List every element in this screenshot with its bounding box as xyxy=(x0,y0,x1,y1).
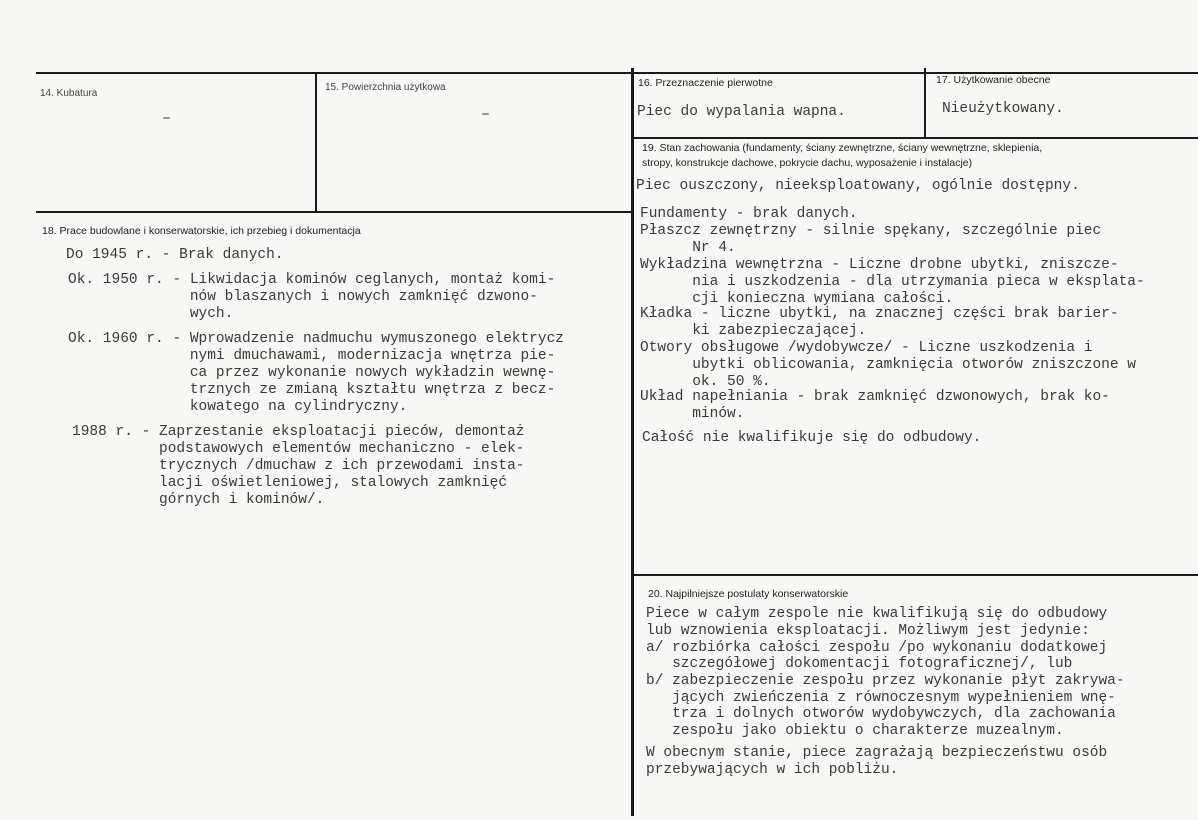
box18-line: lacji oświetleniowej, stalowych zamknięć xyxy=(72,475,508,491)
box19-line: Fundamenty - brak danych. xyxy=(640,206,858,222)
box18-line: wych. xyxy=(68,306,234,322)
box20-line: a/ rozbiórka całości zespołu /po wykonaniu dodatkowej xyxy=(646,640,1108,656)
box18-line: górnych i kominów/. xyxy=(72,492,325,508)
box17-value: Nieużytkowany. xyxy=(942,101,1064,117)
box20-line: przebywających w ich pobliżu. xyxy=(646,762,899,778)
box20-line: b/ zabezpieczenie zespołu przez wykonanie płyt zakrywa- xyxy=(646,673,1125,689)
box19-line: Wykładzina wewnętrzna - Liczne drobne ubytki, zniszcze- xyxy=(640,257,1119,273)
box19-line: Nr 4. xyxy=(640,240,736,256)
box20-line: W obecnym stanie, piece zagrażają bezpieczeństwu osób xyxy=(646,745,1108,761)
box18-line: kowatego na cylindryczny. xyxy=(68,399,408,415)
box17-label: 17. Użytkowanie obecne xyxy=(936,74,1051,86)
box19-label: 19. Stan zachowania (fundamenty, ściany zewnętrzne, ściany wewnętrzne, sklepienia, xyxy=(642,142,1043,154)
box18-line: nów blaszanych i nowych zamknięć dzwono- xyxy=(68,289,538,305)
box14-value: – xyxy=(162,110,172,127)
divider-16-17 xyxy=(924,68,926,138)
box18-line: Ok. 1950 r. - Likwidacja kominów ceglanych, montaż komi- xyxy=(68,272,556,288)
rule-above-20 xyxy=(632,574,1198,576)
box19-line: Układ napełniania - brak zamknięć dzwonowych, brak ko- xyxy=(640,389,1110,405)
box16-value: Piec do wypalania wapna. xyxy=(637,104,846,120)
box20-line: trza i dolnych otworów wydobywczych, dla zachowania xyxy=(646,706,1116,722)
box19-line: cji konieczna wymiana całości. xyxy=(640,291,954,307)
rule-under-16-17 xyxy=(632,137,1198,139)
box18-label: 18. Prace budowlane i konserwatorskie, ich przebieg i dokumentacja xyxy=(42,225,361,237)
box18-line: podstawowych elementów mechaniczno - elek- xyxy=(72,441,525,457)
box20-line: szczegółowej dokomentacji fotograficznej/, lub xyxy=(646,656,1073,672)
box19-line: ok. 50 %. xyxy=(640,374,771,390)
box19-line: nia i uszkodzenia - dla utrzymania pieca w eksplata- xyxy=(640,274,1145,290)
box16-label: 16. Przeznaczenie pierwotne xyxy=(638,77,773,89)
box19-line: Całość nie kwalifikuje się do odbudowy. xyxy=(642,430,982,446)
box19-label-cont: stropy, konstrukcje dachowe, pokrycie dachu, wyposażenie i instalacje) xyxy=(642,157,973,169)
box18-line: trycznych /dmuchaw z ich przewodami insta- xyxy=(72,458,525,474)
box18-line: Do 1945 r. - Brak danych. xyxy=(66,247,284,263)
box14-label: 14. Kubatura xyxy=(40,88,98,99)
box18-line: Ok. 1960 r. - Wprowadzenie nadmuchu wymuszonego elektrycz xyxy=(68,331,564,347)
divider-14-15 xyxy=(315,72,317,212)
box15-label: 15. Powierzchnia użytkowa xyxy=(325,82,446,93)
box15-value: – xyxy=(481,106,491,123)
box19-line: Piec ouszczony, nieeksploatowany, ogólnie dostępny. xyxy=(636,178,1080,194)
box19-line: Płaszcz zewnętrzny - silnie spękany, szczególnie piec xyxy=(640,223,1102,239)
box20-line: zespołu jako obiektu o charakterze muzealnym. xyxy=(646,723,1064,739)
box20-line: Piece w całym zespole nie kwalifikują się do odbudowy xyxy=(646,606,1108,622)
box18-line: ca przez wykonanie nowych wykładzin wewnę- xyxy=(68,365,556,381)
rule-above-18 xyxy=(36,211,633,213)
box19-line: ubytki oblicowania, zamknięcia otworów zniszczone w xyxy=(640,357,1136,373)
box18-line: trznych ze zmianą kształtu wnętrza z becz- xyxy=(68,382,556,398)
box20-line: jących zwieńczenia z równoczesnym wypełnieniem wnę- xyxy=(646,690,1116,706)
box19-line: minów. xyxy=(640,406,745,422)
box20-label: 20. Najpilniejsze postulaty konserwatorskie xyxy=(648,588,849,600)
box19-line: Otwory obsługowe /wydobywcze/ - Liczne uszkodzenia i xyxy=(640,340,1093,356)
divider-center xyxy=(631,68,634,816)
box19-line: Kładka - liczne ubytki, na znacznej części brak barier- xyxy=(640,306,1119,322)
box20-line: lub wznowienia eksploatacji. Możliwym jest jedynie: xyxy=(646,623,1090,639)
box18-line: nymi dmuchawami, modernizacja wnętrza pie- xyxy=(68,348,556,364)
box18-line: 1988 r. - Zaprzestanie eksploatacji pieców, demontaż xyxy=(72,424,525,440)
box19-line: ki zabezpieczającej. xyxy=(640,323,867,339)
